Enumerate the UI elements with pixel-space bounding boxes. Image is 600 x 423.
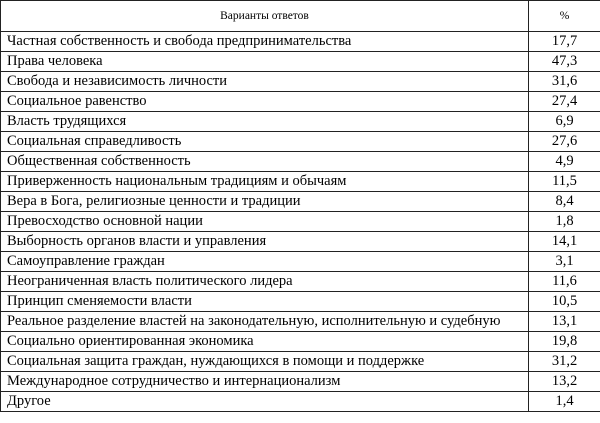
answer-option: Приверженность национальным традициям и обычаям: [1, 172, 529, 192]
table-row: [1, 272, 600, 292]
header-percent: %: [529, 1, 600, 32]
answer-percent: 3,1: [529, 252, 600, 272]
table-row: [1, 112, 600, 132]
table-row: [1, 212, 600, 232]
answer-option: Выборность органов власти и управления: [1, 232, 529, 252]
table-row: [1, 52, 600, 72]
answer-option: Свобода и независимость личности: [1, 72, 529, 92]
answer-option: Неограниченная власть политического лидера: [1, 272, 529, 292]
answer-option: Социальное равенство: [1, 92, 529, 112]
answer-percent: 27,6: [529, 132, 600, 152]
answer-option: Другое: [1, 392, 529, 412]
table-row: [1, 252, 600, 272]
table-row: [1, 352, 600, 372]
answer-option: Принцип сменяемости власти: [1, 292, 529, 312]
answer-percent: 17,7: [529, 32, 600, 52]
answer-option: Власть трудящихся: [1, 112, 529, 132]
header-options: Варианты ответов: [1, 1, 529, 32]
table-body: [1, 32, 600, 412]
table-row: [1, 92, 600, 112]
answer-percent: 11,6: [529, 272, 600, 292]
answer-option: Общественная собственность: [1, 152, 529, 172]
table-row: [1, 312, 600, 332]
table-row: [1, 172, 600, 192]
answer-option: Международное сотрудничество и интернационализм: [1, 372, 529, 392]
answer-percent: 1,4: [529, 392, 600, 412]
table-row: [1, 392, 600, 412]
table-row: [1, 232, 600, 252]
table-row: [1, 192, 600, 212]
answer-percent: 14,1: [529, 232, 600, 252]
table-row: [1, 32, 600, 52]
answer-percent: 10,5: [529, 292, 600, 312]
answer-percent: 13,2: [529, 372, 600, 392]
answer-percent: 47,3: [529, 52, 600, 72]
answer-percent: 4,9: [529, 152, 600, 172]
answer-option: Социально ориентированная экономика: [1, 332, 529, 352]
answer-percent: 1,8: [529, 212, 600, 232]
table-row: [1, 152, 600, 172]
answer-percent: 13,1: [529, 312, 600, 332]
answer-percent: 6,9: [529, 112, 600, 132]
answer-option: Социальная защита граждан, нуждающихся в помощи и поддержке: [1, 352, 529, 372]
table-row: [1, 332, 600, 352]
answer-percent: 31,6: [529, 72, 600, 92]
answer-option: Социальная справедливость: [1, 132, 529, 152]
table-row: [1, 72, 600, 92]
answer-option: Частная собственность и свобода предпринимательства: [1, 32, 529, 52]
answer-option: Вера в Бога, религиозные ценности и традиции: [1, 192, 529, 212]
table-row: [1, 132, 600, 152]
table-row: [1, 372, 600, 392]
answer-option: Самоуправление граждан: [1, 252, 529, 272]
answer-option: Превосходство основной нации: [1, 212, 529, 232]
table-row: [1, 292, 600, 312]
answer-option: Реальное разделение властей на законодательную, исполнительную и судебную: [1, 312, 529, 332]
table-header: [1, 1, 600, 32]
answer-percent: 8,4: [529, 192, 600, 212]
answer-percent: 27,4: [529, 92, 600, 112]
answer-percent: 19,8: [529, 332, 600, 352]
answer-percent: 11,5: [529, 172, 600, 192]
answer-percent: 31,2: [529, 352, 600, 372]
header-row: [1, 1, 600, 32]
answer-option: Права человека: [1, 52, 529, 72]
